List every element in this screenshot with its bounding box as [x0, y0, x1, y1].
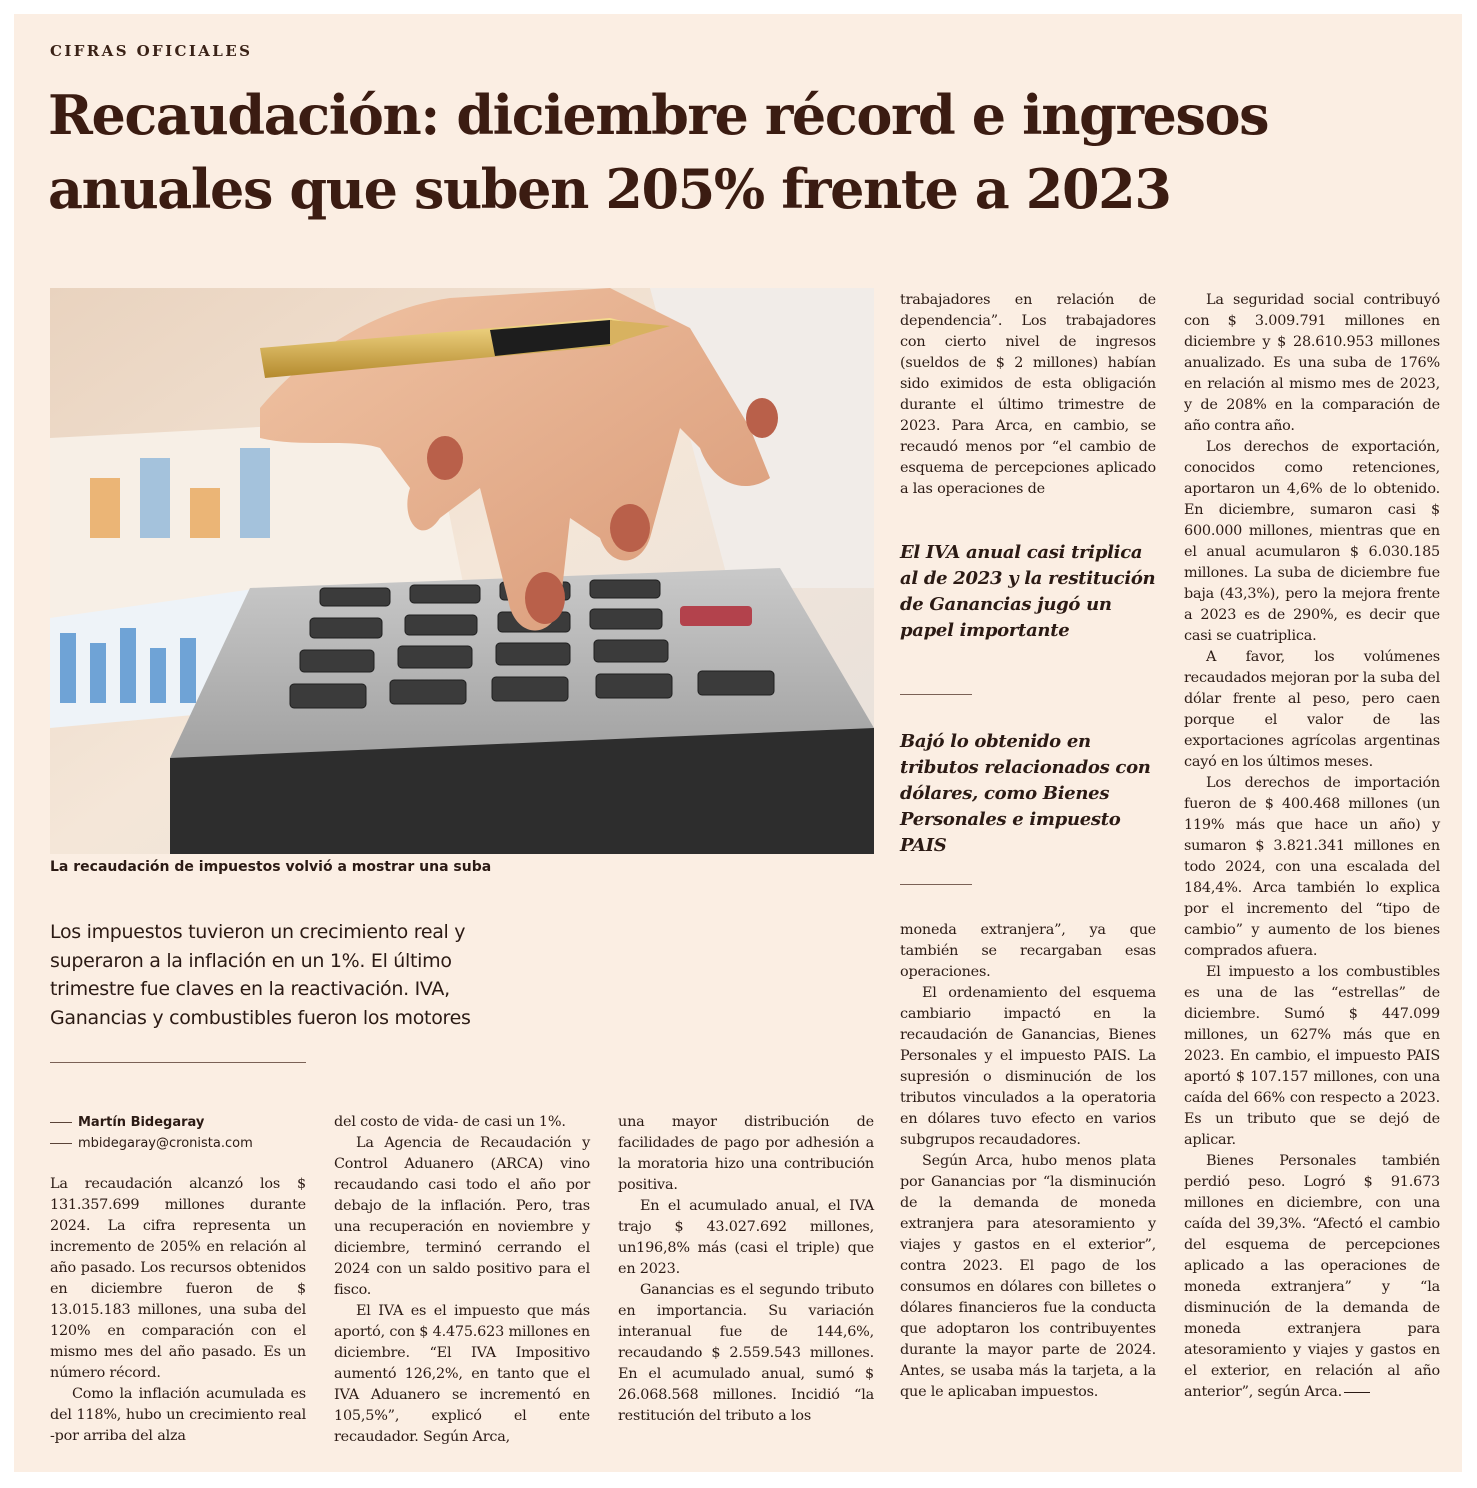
paragraph: El impuesto a los combustibles es una de las “estrellas” de diciembre. Sumó $ 447.099 millones, un 627% más que en 2023. En cambio, el impuesto PAIS aportó $ 107.157 millones, con una caída del 66% con respecto a 2023. Es un tributo que se dejó de aplicar.: [1184, 964, 1440, 1148]
paragraph: una mayor distribución de facilidades de pago por adhesión a la moratoria hizo una contribución positiva.: [618, 1114, 874, 1193]
article-column-3: [618, 1112, 874, 1427]
author-email[interactable]: mbidegaray@cronista.com: [78, 1136, 253, 1151]
newspaper-page: [14, 14, 1462, 1472]
article-column-2: [334, 1112, 590, 1448]
calculator-photo-icon: [50, 288, 874, 854]
paragraph: La seguridad social contribuyó con $ 3.009.791 millones en diciembre y $ 28.610.953 millones anualizado. Es una suba de 176% en relación al mismo mes de 2023, y de 208% en la comparación de año contra año.: [1184, 292, 1440, 434]
paragraph: Ganancias es el segundo tributo en importancia. Su variación interanual fue de 144,6%, recaudando $ 2.559.543 millones. En el acumulado anual, sumó $ 26.068.568 millones. Incidió “la restitución del tributo a los: [618, 1282, 874, 1424]
pullquote-2: Bajó lo obtenido en tributos relacionados con dólares, como Bienes Personales e impuesto PAIS: [900, 731, 1151, 856]
paragraph: La recaudación alcanzó los $ 131.357.699 millones durante 2024. La cifra representa un incremento de 205% en relación al año pasado. Los recursos obtenidos en diciembre fueron de $ 13.015.183 millones, una suba del 120% en comparación con el mismo mes del año pasado. Es un número récord.: [50, 1176, 306, 1381]
paragraph: trabajadores en relación de dependencia”. Los trabajadores con cierto nivel de ingresos (sueldos de $ 2 millones) habían sido eximidos de esta obligación durante el último trimestre de 2023. Para Arca, en cambio, se recaudó menos por “el cambio de esquema de percepciones aplicado a las operaciones de: [900, 292, 1156, 497]
pullquote-1: El IVA anual casi triplica al de 2023 y la restitución de Ganancias jugó un papel importante: [900, 542, 1156, 641]
article-photo: [50, 288, 874, 854]
paragraph: En el acumulado anual, el IVA trajo $ 43.027.692 millones, un196,8% más (casi el triple) que en 2023.: [618, 1198, 874, 1277]
pullquote-divider: [900, 884, 972, 885]
article-column-5: [1184, 290, 1440, 1403]
end-mark: [1344, 1392, 1370, 1393]
article-column-4-bottom: [900, 920, 1156, 1403]
paragraph: El ordenamiento del esquema cambiario impactó en la recaudación de Ganancias, Bienes Personales y el impuesto PAIS. La supresión o disminución de los tributos vinculados a la operatoria en dólares tuvo efecto en varios subgrupos recaudadores.: [900, 985, 1156, 1148]
lead-paragraph: Los impuestos tuvieron un crecimiento real y superaron a la inflación en un 1%. El último trimestre fue claves en la reactivación. IVA, Ganancias y combustibles fueron los motores: [50, 921, 471, 1029]
paragraph: del costo de vida- de casi un 1%.: [334, 1114, 566, 1130]
byline: [50, 1112, 320, 1154]
paragraph: Como la inflación acumulada es del 118%, hubo un crecimiento real -por arriba del alza: [50, 1386, 306, 1444]
paragraph-text: Bienes Personales también perdió peso. Logró $ 91.673 millones en diciembre, con una caída del 39,3%. “Afectó el cambio del esquema de percepciones aplicado a las operaciones de moneda extranjera” y “la disminución de la demanda de moneda extranjera para atesoramiento y viajes y gastos en el exterior, en relación al año anterior”, según Arca.: [1184, 1153, 1440, 1400]
paragraph: Los derechos de importación fueron de $ 400.468 millones (un 119% más que hace un año) y sumaron $ 3.821.341 millones en todo 2024, con una escalada del 184,4%. Arca también lo explica por el incremento del “tipo de cambio” y aumento de los bienes comprados afuera.: [1184, 775, 1440, 959]
article-column-4-top: [900, 290, 1156, 500]
paragraph: A favor, los volúmenes recaudados mejoran por la suba del dólar frente al peso, pero caen porque el valor de las exportaciones agrícolas argentinas cayó en los últimos meses.: [1184, 649, 1440, 770]
paragraph: La Agencia de Recaudación y Control Aduanero (ARCA) vino recaudando casi todo el año por debajo de la inflación. Pero, tras una recuperación en noviembre y diciembre, terminó cerrando el 2024 con un saldo positivo para el fisco.: [334, 1135, 590, 1298]
photo-caption: La recaudación de impuestos volvió a mostrar una suba: [50, 859, 492, 875]
pullquote-divider: [900, 694, 972, 695]
paragraph: Los derechos de exportación, conocidos como retenciones, aportaron un 4,6% de lo obtenido. En diciembre, sumaron casi $ 600.000 millones, mientras que en el anual acumularon $ 6.030.185 millones. La suba de diciembre fue baja (43,3%), pero la mejora frente a 2023 es de 290%, es decir que casi se cuatriplica.: [1184, 439, 1440, 644]
lead-divider: [50, 1062, 306, 1063]
paragraph: [1184, 1151, 1440, 1403]
paragraph: moneda extranjera”, ya que también se recargaban esas operaciones.: [900, 922, 1156, 980]
paragraph: El IVA es el impuesto que más aportó, con $ 4.475.623 millones en diciembre. “El IVA Impositivo aumentó 126,2%, en tanto que el IVA Aduanero se incrementó en 105,5%”, explicó el ente recaudador. Según Arca,: [334, 1303, 590, 1445]
article-column-1: [50, 1174, 306, 1447]
author-name: Martín Bidegaray: [78, 1115, 205, 1130]
paragraph: Según Arca, hubo menos plata por Ganancias por “la disminución de la demanda de moneda extranjera para atesoramiento y viajes y gastos en el exterior”, contra 2023. El pago de los consumos en dólares con billetes o dólares financieros fue la conducta que adoptaron los contribuyentes durante la mayor parte de 2024. Antes, se usaba más la tarjeta, a la que le aplicaban impuestos.: [900, 1153, 1156, 1400]
headline: Recaudación: diciembre récord e ingresos anuales que suben 205% frente a 2023: [48, 83, 1269, 221]
section-tag: CIFRAS OFICIALES: [50, 42, 253, 60]
